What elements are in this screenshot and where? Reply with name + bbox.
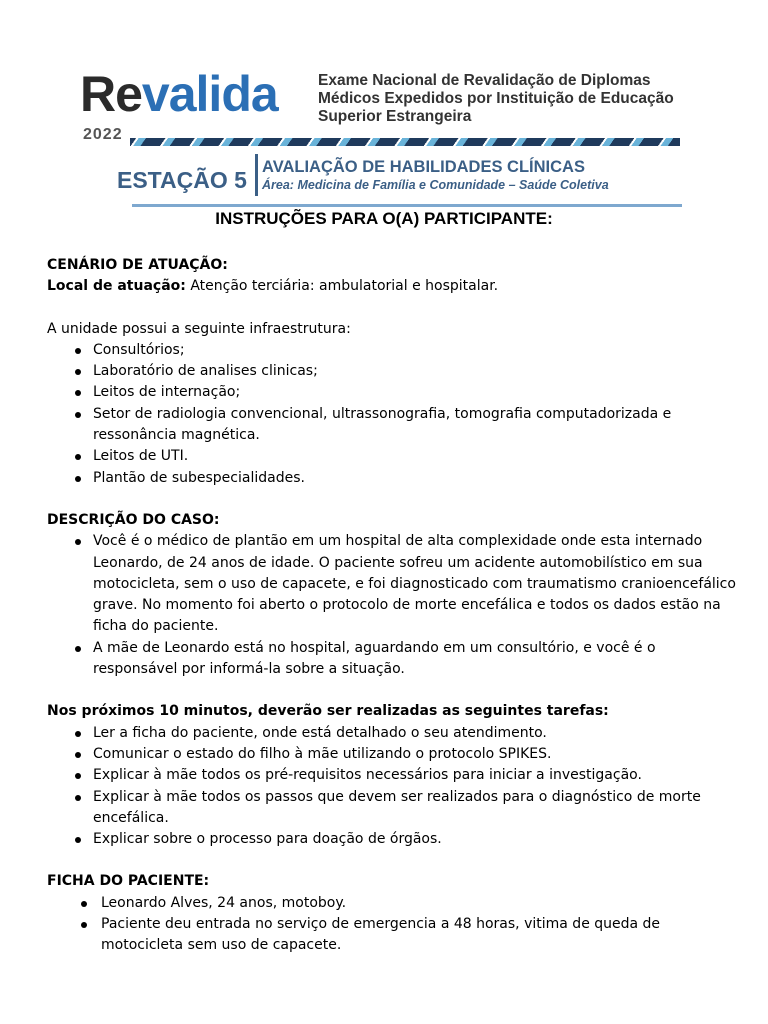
patient-heading: FICHA DO PACIENTE: [47, 873, 210, 890]
list-item: Explicar sobre o processo para doação de órgãos. [47, 829, 737, 850]
document-header [80, 62, 685, 212]
exam-title-line: Superior Estrangeira [318, 108, 472, 125]
local-value: Atenção terciária: ambulatorial e hospitalar. [185, 278, 499, 295]
local-label: Local de atuação: [47, 278, 186, 295]
list-item: Paciente deu entrada no serviço de emergencia a 48 horas, vitima de queda de motocicleta sem uso de capacete. [47, 914, 737, 957]
exam-title-line: Exame Nacional de Revalidação de Diplomas [318, 72, 651, 89]
infrastructure-section [47, 319, 737, 489]
case-heading: DESCRIÇÃO DO CASO: [47, 511, 220, 528]
logo-wordmark [80, 64, 278, 124]
document-title: INSTRUÇÕES PARA O(A) PARTICIPANTE: [215, 209, 553, 228]
header-divider [255, 154, 258, 196]
decorative-stripe [130, 138, 680, 146]
logo-year: 2022 [83, 126, 123, 143]
list-item: A mãe de Leonardo está no hospital, aguardando em um consultório, e você é o responsável por informá-la sobre a situação. [47, 638, 737, 681]
tasks-list [47, 723, 737, 851]
list-item: Explicar à mãe todos os passos que devem ser realizados para o diagnóstico de morte encefálica. [47, 787, 737, 830]
list-item: Comunicar o estado do filho à mãe utilizando o protocolo SPIKES. [47, 744, 737, 765]
tasks-heading: Nos próximos 10 minutos, deverão ser realizadas as seguintes tarefas: [47, 703, 609, 720]
list-item: Leitos de internação; [47, 382, 737, 403]
scenario-heading: CENÁRIO DE ATUAÇÃO: [47, 257, 228, 273]
exam-title [318, 72, 688, 126]
list-item: Você é o médico de plantão em um hospital de alta complexidade onde esta internado Leonardo, de 24 anos de idade. O paciente sofreu um acidente automobilístico em sua motocicleta, sem o uso de capacete, e foi diagnosticado com traumatismo cranioencefálico grave. No momento foi aberto o protocolo de morte encefálica e todos os dados estão na ficha do paciente. [47, 531, 737, 637]
tasks-section [47, 701, 737, 850]
station-label: ESTAÇÃO 5 [117, 167, 247, 193]
infrastructure-list [47, 340, 737, 489]
area-value: Medicina de Família e Comunidade – Saúde Coletiva [297, 178, 609, 192]
evaluation-area [262, 178, 609, 192]
scenario-section [47, 255, 737, 298]
patient-list [47, 893, 737, 957]
list-item: Plantão de subespecialidades. [47, 468, 737, 489]
case-list [47, 531, 737, 680]
area-label: Área: [262, 178, 294, 192]
document-body [47, 255, 737, 978]
list-item: Ler a ficha do paciente, onde está detalhado o seu atendimento. [47, 723, 737, 744]
evaluation-title: AVALIAÇÃO DE HABILIDADES CLÍNICAS [262, 158, 585, 176]
list-item: Explicar à mãe todos os pré-requisitos necessários para iniciar a investigação. [47, 765, 737, 786]
list-item: Laboratório de analises clinicas; [47, 361, 737, 382]
list-item: Setor de radiologia convencional, ultrassonografia, tomografia computadorizada e ressonância magnética. [47, 404, 737, 447]
local-line [47, 276, 737, 297]
case-section [47, 510, 737, 680]
patient-section [47, 871, 737, 956]
exam-title-line: Médicos Expedidos por Instituição de Educação [318, 90, 674, 107]
logo-text-a: Re [80, 66, 142, 122]
list-item: Leitos de UTI. [47, 446, 737, 467]
logo-text-b: valida [141, 66, 278, 122]
header-underline [132, 204, 682, 207]
list-item: Leonardo Alves, 24 anos, motoboy. [47, 893, 737, 914]
infrastructure-intro: A unidade possui a seguinte infraestrutura: [47, 320, 351, 337]
list-item: Consultórios; [47, 340, 737, 361]
